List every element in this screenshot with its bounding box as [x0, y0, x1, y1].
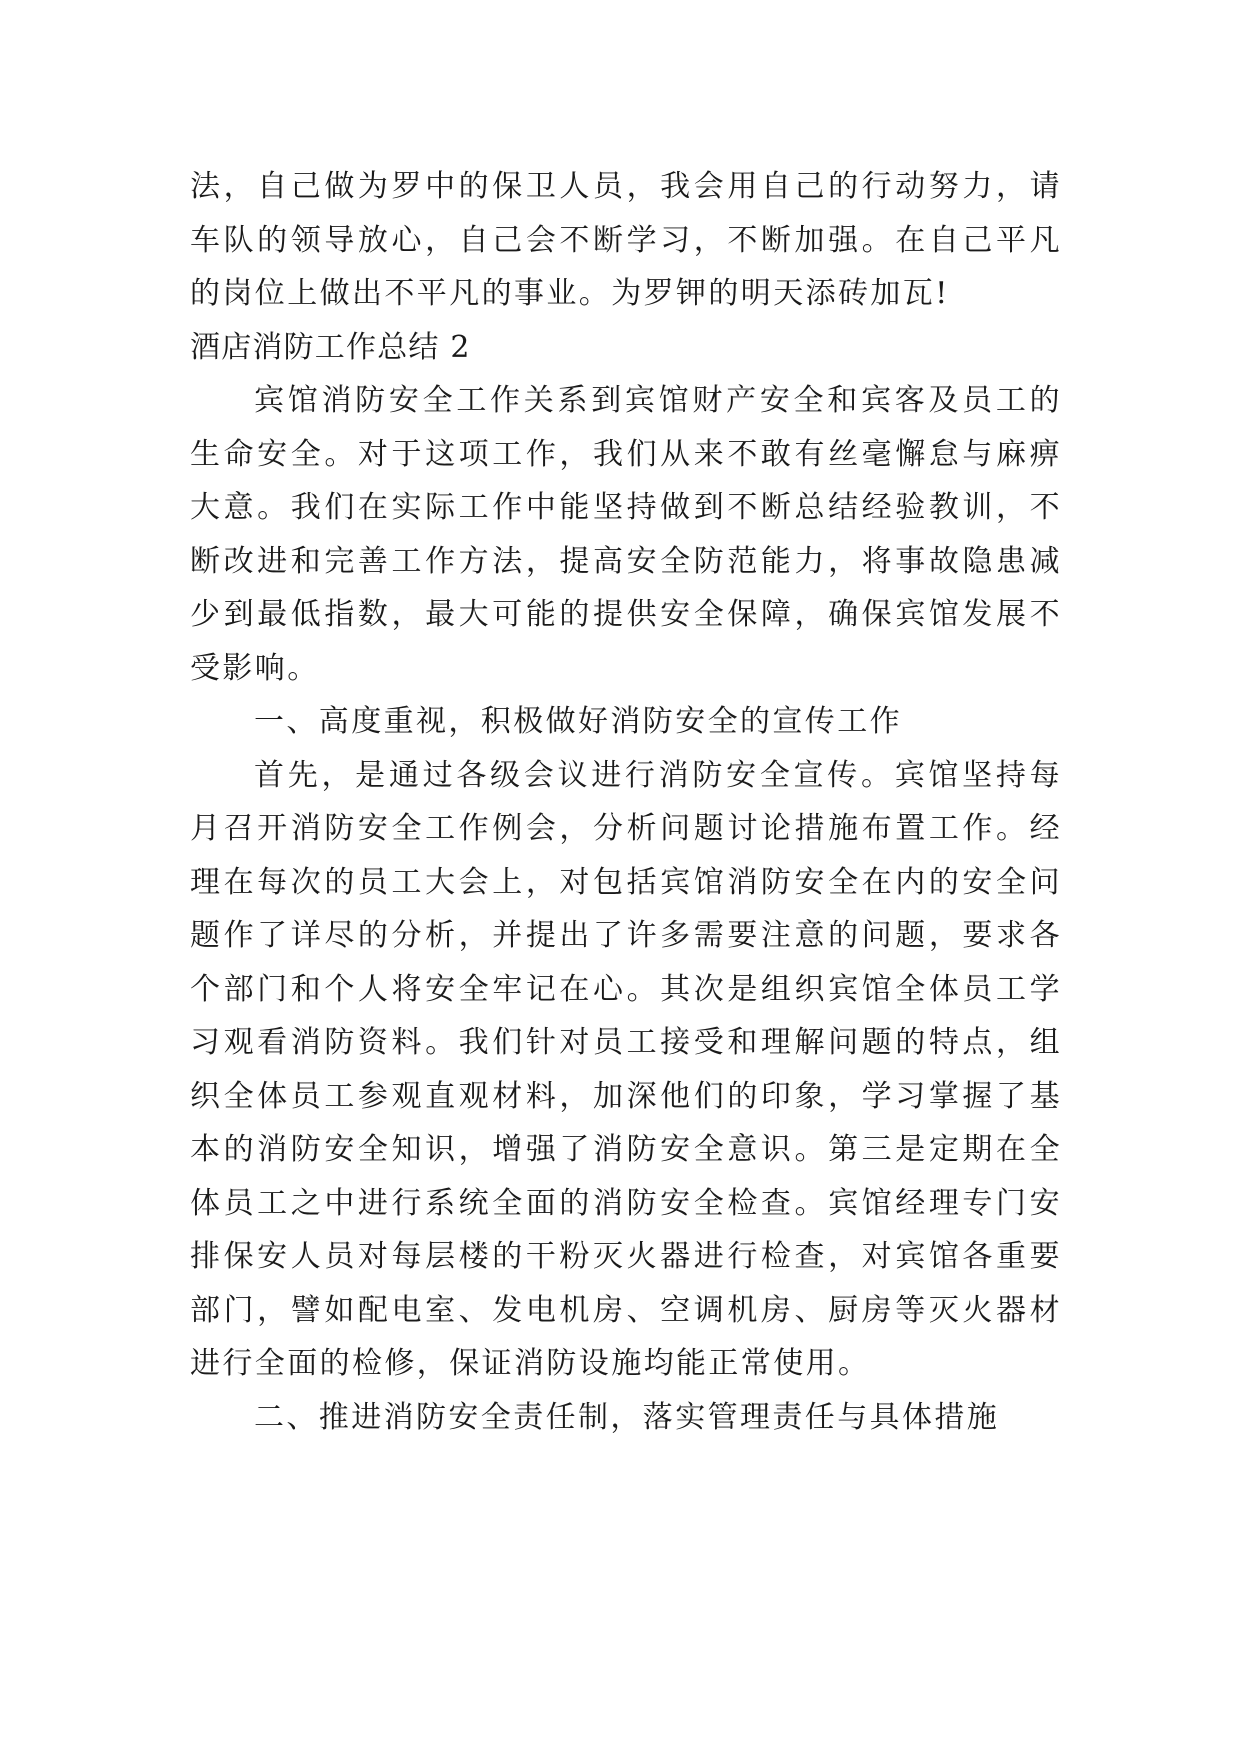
section-heading-1: 一、高度重视，积极做好消防安全的宣传工作	[254, 704, 902, 739]
paragraph-intro: 宾馆消防安全工作关系到宾馆财产安全和宾客及员工的生命安全。对于这项工作，我们从来不敢有丝毫懈怠与麻痹大意。我们在实际工作中能坚持做到不断总结经验教训，不断改进和完善工作方法，提高安全防范能力，将事故隐患减少到最低指数，最大可能的提供安全保障，确保宾馆发展不受影响。	[190, 383, 1062, 686]
document-body	[190, 160, 1062, 1444]
paragraph-publicity: 首先，是通过各级会议进行消防安全宣传。宾馆坚持每月召开消防安全工作例会，分析问题讨论措施布置工作。经理在每次的员工大会上，对包括宾馆消防安全在内的安全问题作了详尽的分析，并提出了许多需要注意的问题，要求各个部门和个人将安全牢记在心。其次是组织宾馆全体员工学习观看消防资料。我们针对员工接受和理解问题的特点，组织全体员工参观直观材料，加深他们的印象，学习掌握了基本的消防安全知识，增强了消防安全意识。第三是定期在全体员工之中进行系统全面的消防安全检查。宾馆经理专门安排保安人员对每层楼的干粉灭火器进行检查，对宾馆各重要部门，譬如配电室、发电机房、空调机房、厨房等灭火器材进行全面的检修，保证消防设施均能正常使用。	[190, 757, 1062, 1381]
section-title: 酒店消防工作总结 2	[190, 329, 471, 365]
section-heading-2: 二、推进消防安全责任制，落实管理责任与具体措施	[254, 1399, 1000, 1435]
paragraph-closing: 法，自己做为罗中的保卫人员，我会用自己的行动努力，请车队的领导放心，自己会不断学习，不断加强。在自己平凡的岗位上做出不平凡的事业。为罗钾的明天添砖加瓦!	[190, 169, 1062, 311]
